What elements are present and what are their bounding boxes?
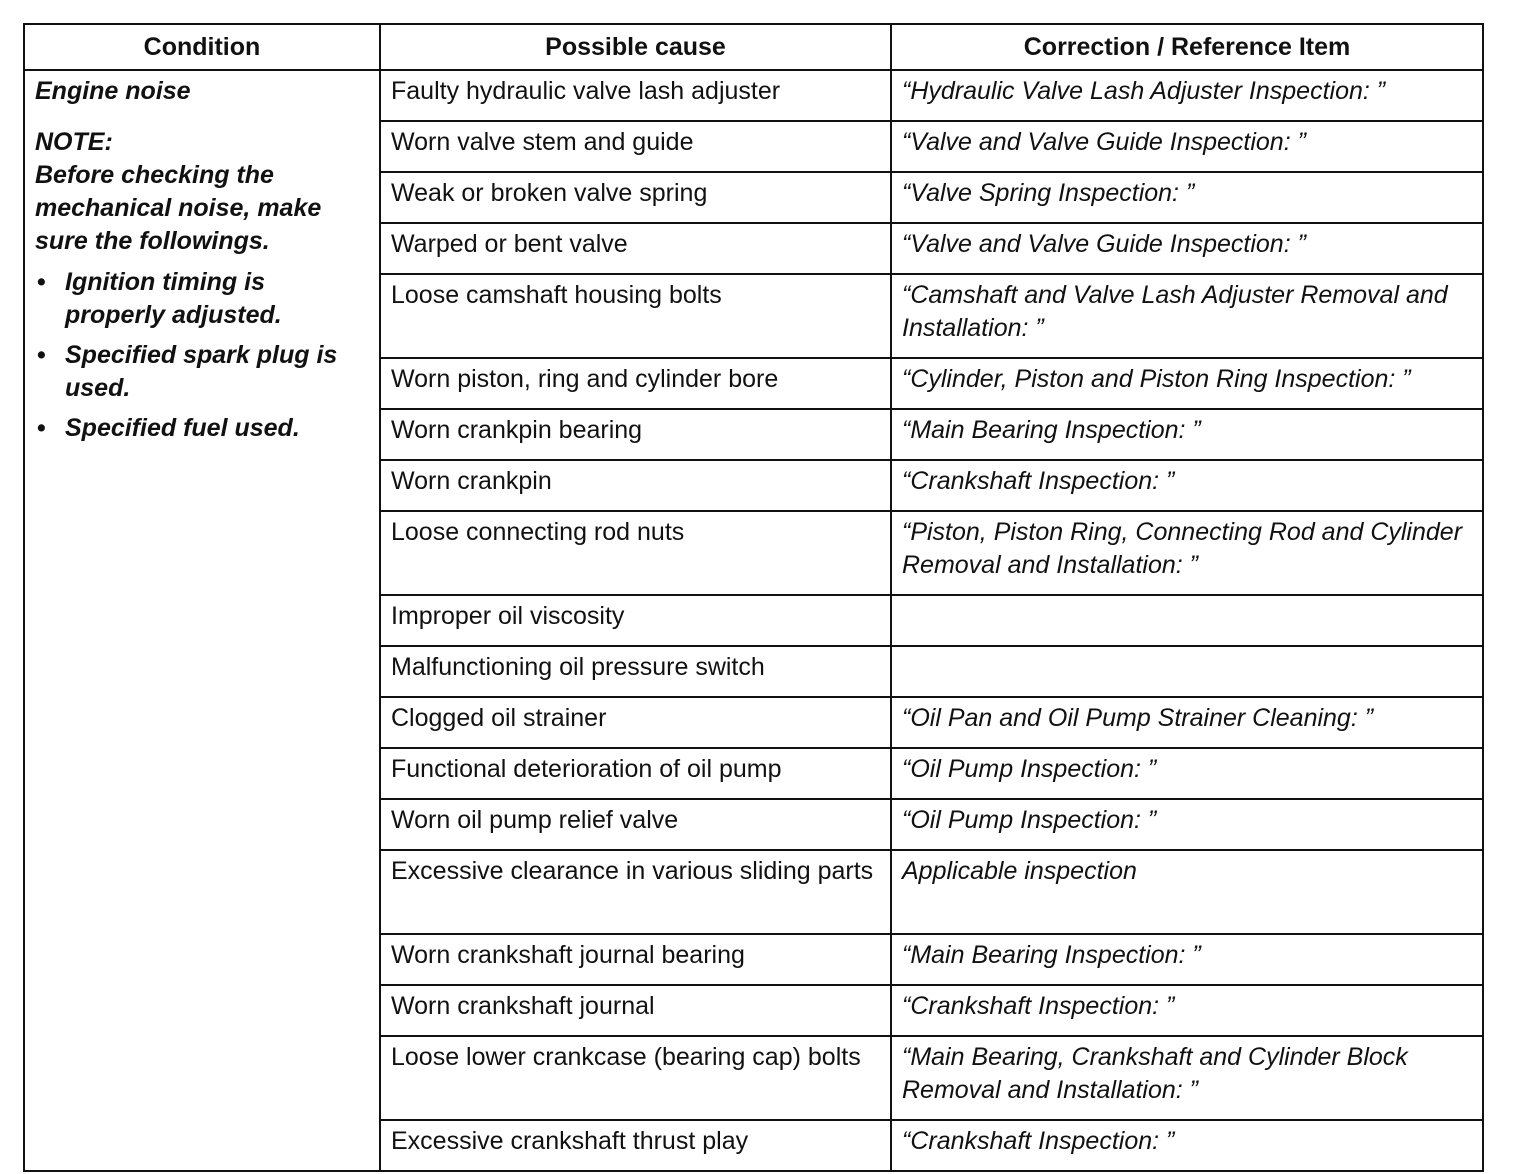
condition-title: Engine noise — [35, 77, 191, 105]
cause-cell: Worn crankshaft journal bearing — [380, 934, 891, 985]
precheck-text: Ignition timing is properly adjusted. — [65, 268, 282, 329]
bullet-icon: • — [37, 414, 46, 442]
reference-cell: “Oil Pump Inspection: ” — [891, 748, 1483, 799]
reference-cell — [891, 595, 1483, 646]
reference-cell: “Oil Pump Inspection: ” — [891, 799, 1483, 850]
cause-cell: Loose camshaft housing bolts — [380, 274, 891, 358]
cause-cell: Functional deterioration of oil pump — [380, 748, 891, 799]
cause-cell: Excessive clearance in various sliding parts — [380, 850, 891, 934]
table-row — [24, 70, 1483, 121]
cause-cell: Improper oil viscosity — [380, 595, 891, 646]
reference-cell: “Valve Spring Inspection: ” — [891, 172, 1483, 223]
header-condition: Condition — [24, 24, 380, 70]
precheck-text: Specified spark plug is used. — [65, 341, 338, 402]
list-item — [35, 266, 369, 332]
note-text: Before checking the mechanical noise, make sure the followings. — [35, 161, 322, 255]
reference-cell — [891, 646, 1483, 697]
reference-cell: “Cylinder, Piston and Piston Ring Inspection: ” — [891, 358, 1483, 409]
reference-cell: “Main Bearing Inspection: ” — [891, 934, 1483, 985]
cause-cell: Faulty hydraulic valve lash adjuster — [380, 70, 891, 121]
cause-cell: Worn oil pump relief valve — [380, 799, 891, 850]
header-possible-cause: Possible cause — [380, 24, 891, 70]
cause-cell: Worn crankpin bearing — [380, 409, 891, 460]
cause-cell: Worn piston, ring and cylinder bore — [380, 358, 891, 409]
condition-cell — [24, 70, 380, 1171]
cause-cell: Weak or broken valve spring — [380, 172, 891, 223]
reference-cell: “Oil Pan and Oil Pump Strainer Cleaning: ” — [891, 697, 1483, 748]
reference-cell: Applicable inspection — [891, 850, 1483, 934]
header-row — [24, 24, 1483, 70]
list-item — [35, 412, 369, 445]
reference-cell: “Main Bearing Inspection: ” — [891, 409, 1483, 460]
cause-cell: Worn valve stem and guide — [380, 121, 891, 172]
reference-cell: “Main Bearing, Crankshaft and Cylinder Block Removal and Installation: ” — [891, 1036, 1483, 1120]
reference-cell: “Crankshaft Inspection: ” — [891, 985, 1483, 1036]
note-label: NOTE: — [35, 128, 113, 156]
bullet-icon: • — [37, 268, 46, 296]
precheck-text: Specified fuel used. — [65, 414, 300, 442]
cause-cell: Loose connecting rod nuts — [380, 511, 891, 595]
cause-cell: Malfunctioning oil pressure switch — [380, 646, 891, 697]
bullet-icon: • — [37, 341, 46, 369]
cause-cell: Worn crankpin — [380, 460, 891, 511]
header-reference: Correction / Reference Item — [891, 24, 1483, 70]
cause-cell: Loose lower crankcase (bearing cap) bolts — [380, 1036, 891, 1120]
cause-cell: Worn crankshaft journal — [380, 985, 891, 1036]
reference-cell: “Valve and Valve Guide Inspection: ” — [891, 121, 1483, 172]
cause-cell: Excessive crankshaft thrust play — [380, 1120, 891, 1171]
reference-cell: “Crankshaft Inspection: ” — [891, 1120, 1483, 1171]
reference-cell: “Camshaft and Valve Lash Adjuster Removal and Installation: ” — [891, 274, 1483, 358]
reference-cell: “Crankshaft Inspection: ” — [891, 460, 1483, 511]
list-item — [35, 339, 369, 405]
troubleshooting-table — [23, 23, 1484, 1172]
cause-cell: Clogged oil strainer — [380, 697, 891, 748]
reference-cell: “Hydraulic Valve Lash Adjuster Inspection: ” — [891, 70, 1483, 121]
reference-cell: “Valve and Valve Guide Inspection: ” — [891, 223, 1483, 274]
reference-cell: “Piston, Piston Ring, Connecting Rod and Cylinder Removal and Installation: ” — [891, 511, 1483, 595]
cause-cell: Warped or bent valve — [380, 223, 891, 274]
precheck-list — [35, 266, 369, 445]
